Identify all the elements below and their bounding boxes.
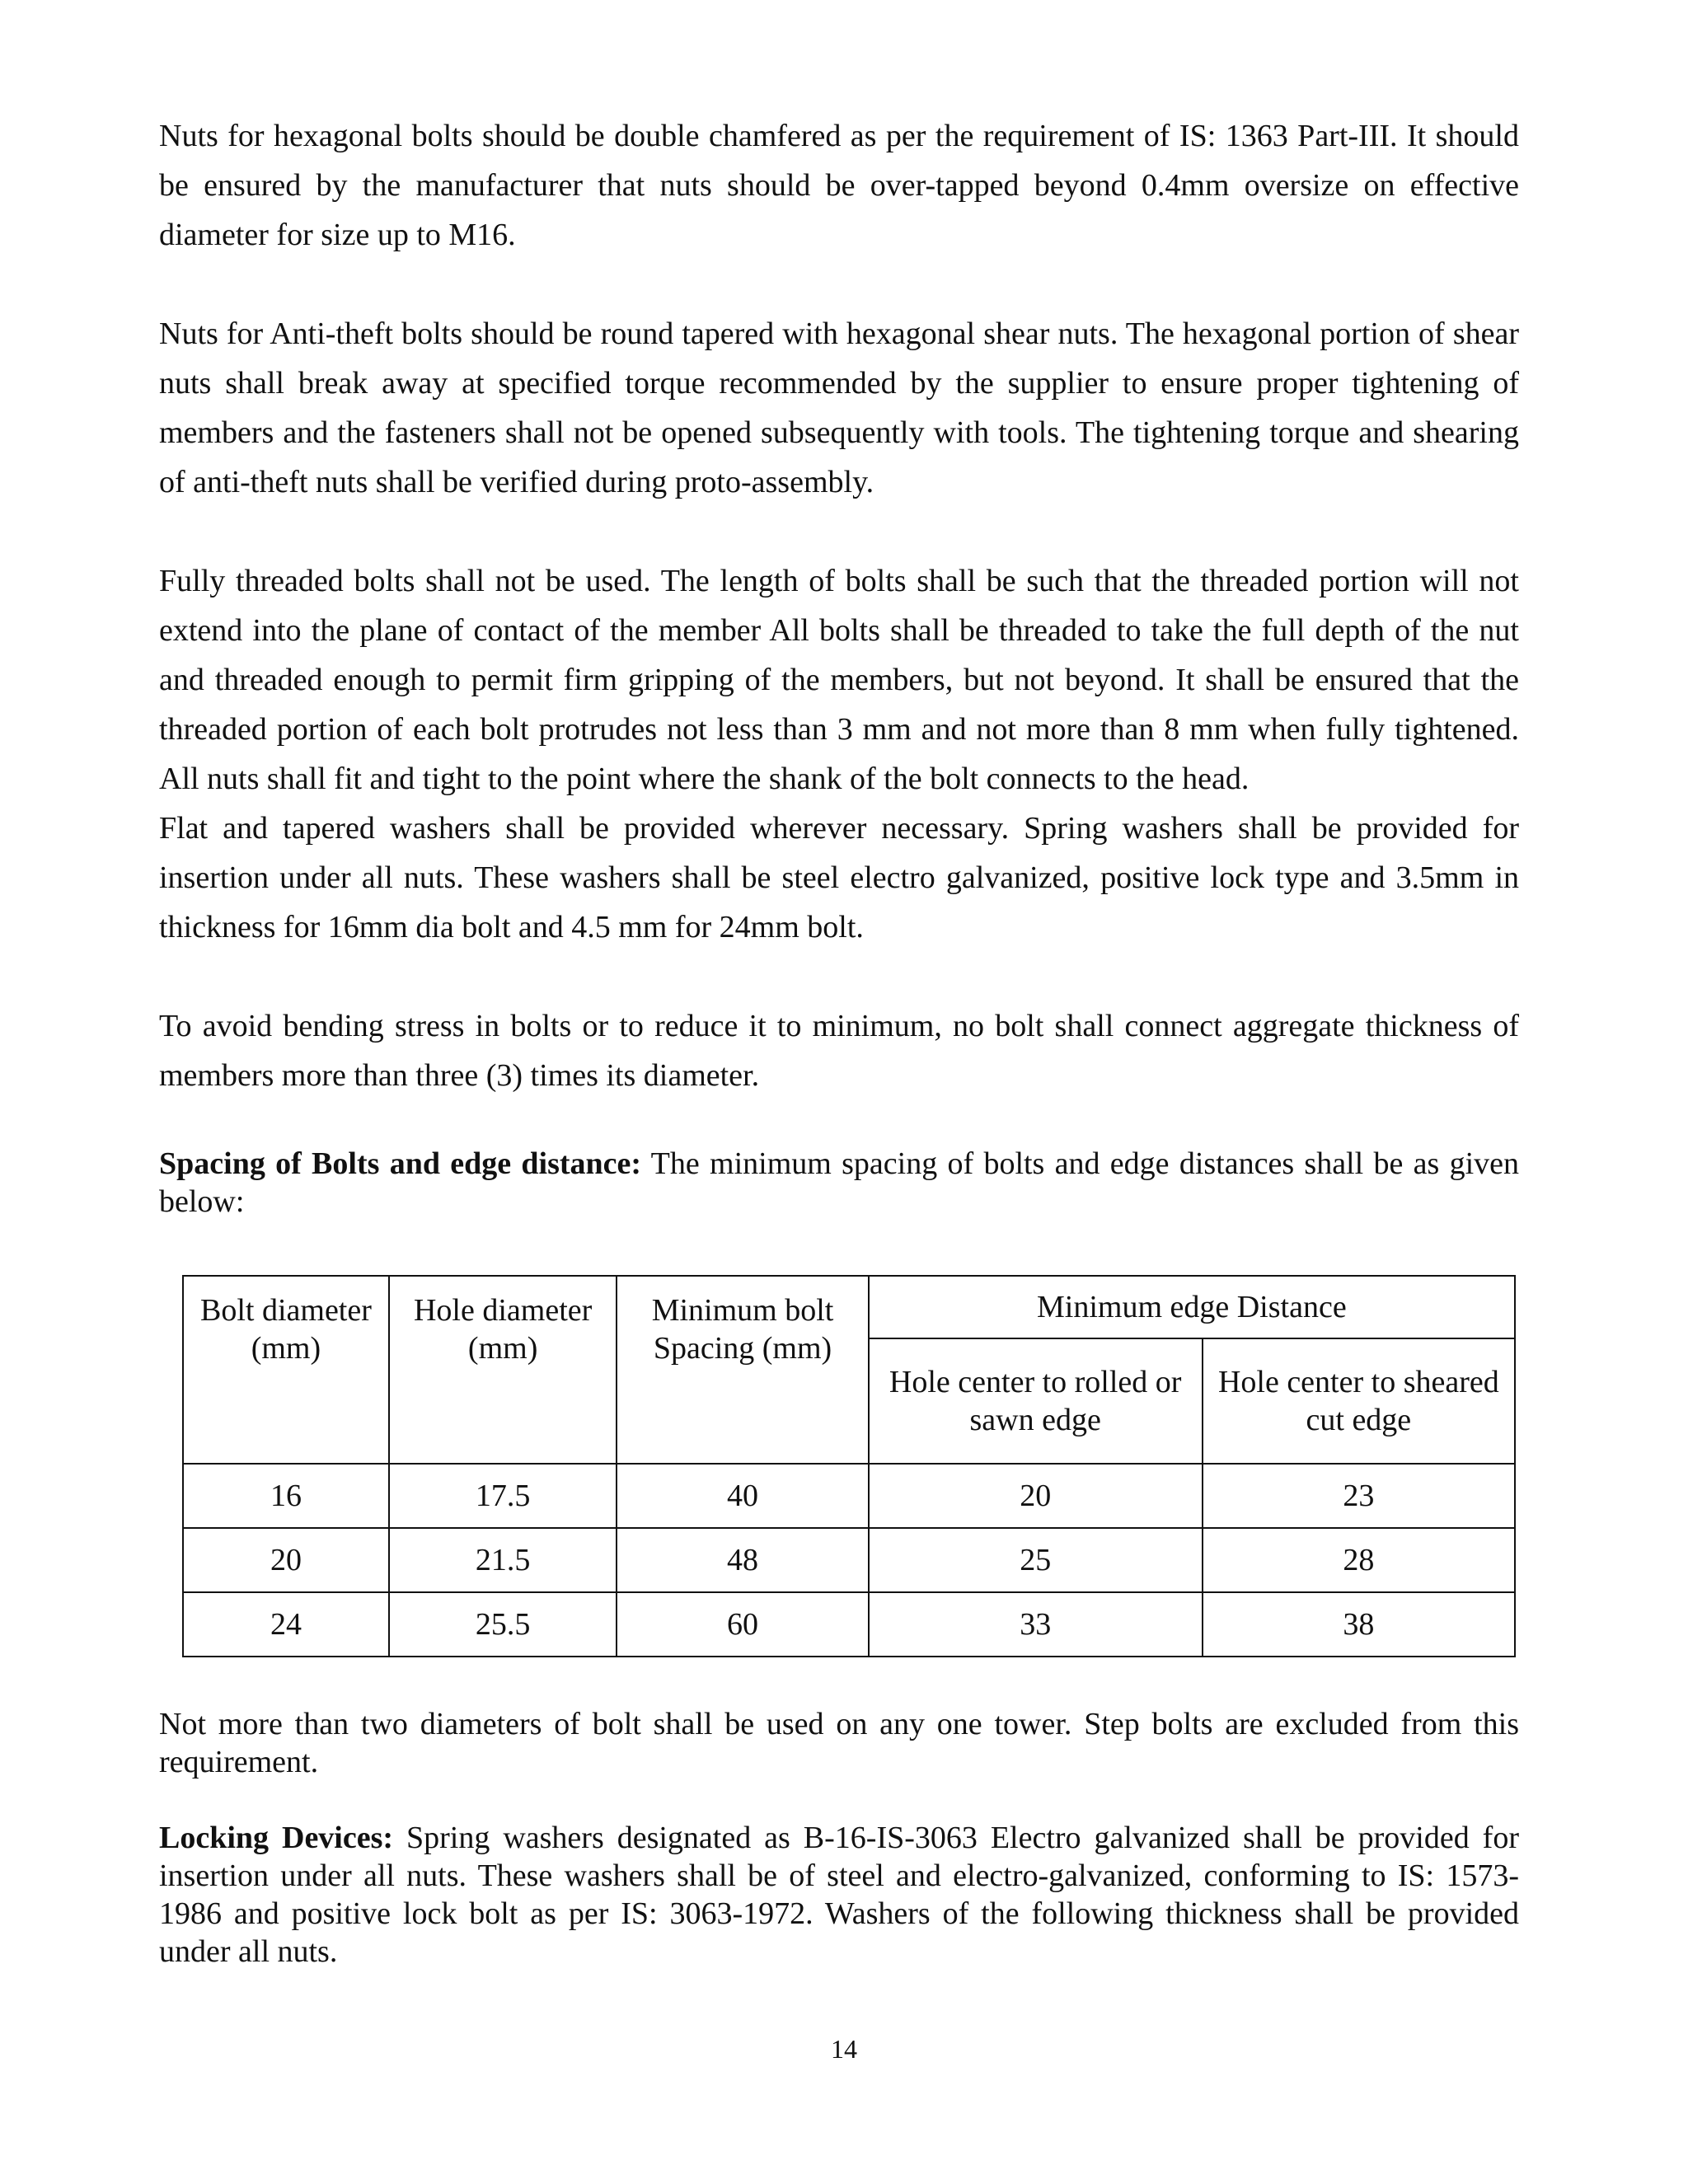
header-min-bolt-spacing: Minimum bolt Spacing (mm) [617, 1276, 868, 1464]
header-sheared-edge: Hole center to sheared cut edge [1203, 1338, 1515, 1464]
paragraph-bolt-spacing [159, 1145, 1519, 1221]
table-row [183, 1464, 1515, 1528]
table-row [183, 1528, 1515, 1592]
header-rolled-edge: Hole center to rolled or sawn edge [869, 1338, 1203, 1464]
table-cell: 23 [1203, 1464, 1515, 1528]
header-min-edge-distance: Minimum edge Distance [869, 1276, 1515, 1338]
table-cell: 21.5 [389, 1528, 617, 1592]
bolt-spacing-text: The minimum spacing of bolts and edge distances shall be as given below: [159, 1146, 1519, 1219]
table-cell: 28 [1203, 1528, 1515, 1592]
table-cell: 20 [183, 1528, 389, 1592]
paragraph-hexagonal-nuts: Nuts for hexagonal bolts should be double chamfered as per the requirement of IS: 1363 Part-III. It should be ensured by the manufacturer that nuts should be over-tapped beyond 0.4mm oversize on effective diameter for size up to M16. [159, 119, 1519, 252]
table-cell: 38 [1203, 1592, 1515, 1657]
paragraph-washers: Flat and tapered washers shall be provided wherever necessary. Spring washers shall be provided for insertion under all nuts. These washers shall be steel electro galvanized, positive lock type and 3.5mm in thickness for 16mm dia bolt and 4.5 mm for 24mm bolt. [159, 811, 1519, 944]
table-row [183, 1592, 1515, 1657]
bolt-spacing-heading: Spacing of Bolts and edge distance: [159, 1146, 642, 1181]
table-cell: 33 [869, 1592, 1203, 1657]
document-page [159, 111, 1519, 1971]
locking-devices-text: Spring washers designated as B-16-IS-3063 Electro galvanized shall be provided for insertion under all nuts. These washers shall be of steel and electro-galvanized, conforming to IS: 1573-1986 and positive lock bolt as per IS: 3063-1972. Washers of the following thickness shall be provided under all nuts. [159, 1821, 1519, 1969]
table-cell: 25 [869, 1528, 1203, 1592]
page-number: 14 [831, 2034, 857, 2064]
header-hole-diameter: Hole diameter (mm) [389, 1276, 617, 1464]
table-cell: 60 [617, 1592, 868, 1657]
header-bolt-diameter: Bolt diameter (mm) [183, 1276, 389, 1464]
paragraph-fully-threaded-bolts: Fully threaded bolts shall not be used. The length of bolts shall be such that the threaded portion will not extend into the plane of contact of the member All bolts shall be threaded to take the full depth of the nut and threaded enough to permit firm gripping of the members, but not beyond. It shall be ensured that the threaded portion of each bolt protrudes not less than 3 mm and not more than 8 mm when fully tightened. All nuts shall fit and tight to the point where the shank of the bolt connects to the head. [159, 564, 1519, 796]
paragraph-bending-stress: To avoid bending stress in bolts or to reduce it to minimum, no bolt shall connect aggregate thickness of members more than three (3) times its diameter. [159, 1009, 1519, 1093]
paragraph-bolt-diameters-limit: Not more than two diameters of bolt shall be used on any one tower. Step bolts are excluded from this requirement. [159, 1707, 1519, 1779]
table-cell: 24 [183, 1592, 389, 1657]
table-cell: 17.5 [389, 1464, 617, 1528]
table-cell: 25.5 [389, 1592, 617, 1657]
bolt-spacing-table [182, 1275, 1516, 1657]
table-cell: 40 [617, 1464, 868, 1528]
table-cell: 48 [617, 1528, 868, 1592]
table-header-row [183, 1276, 1515, 1338]
paragraph-locking-devices [159, 1819, 1519, 1971]
bolt-spacing-table-wrapper [182, 1275, 1516, 1657]
table-cell: 20 [869, 1464, 1203, 1528]
locking-devices-heading: Locking Devices: [159, 1821, 394, 1855]
paragraph-anti-theft-nuts: Nuts for Anti-theft bolts should be round tapered with hexagonal shear nuts. The hexagonal portion of shear nuts shall break away at specified torque recommended by the supplier to ensure proper tightening of members and the fasteners shall not be opened subsequently with tools. The tightening torque and shearing of anti-theft nuts shall be verified during proto-assembly. [159, 316, 1519, 499]
table-cell: 16 [183, 1464, 389, 1528]
